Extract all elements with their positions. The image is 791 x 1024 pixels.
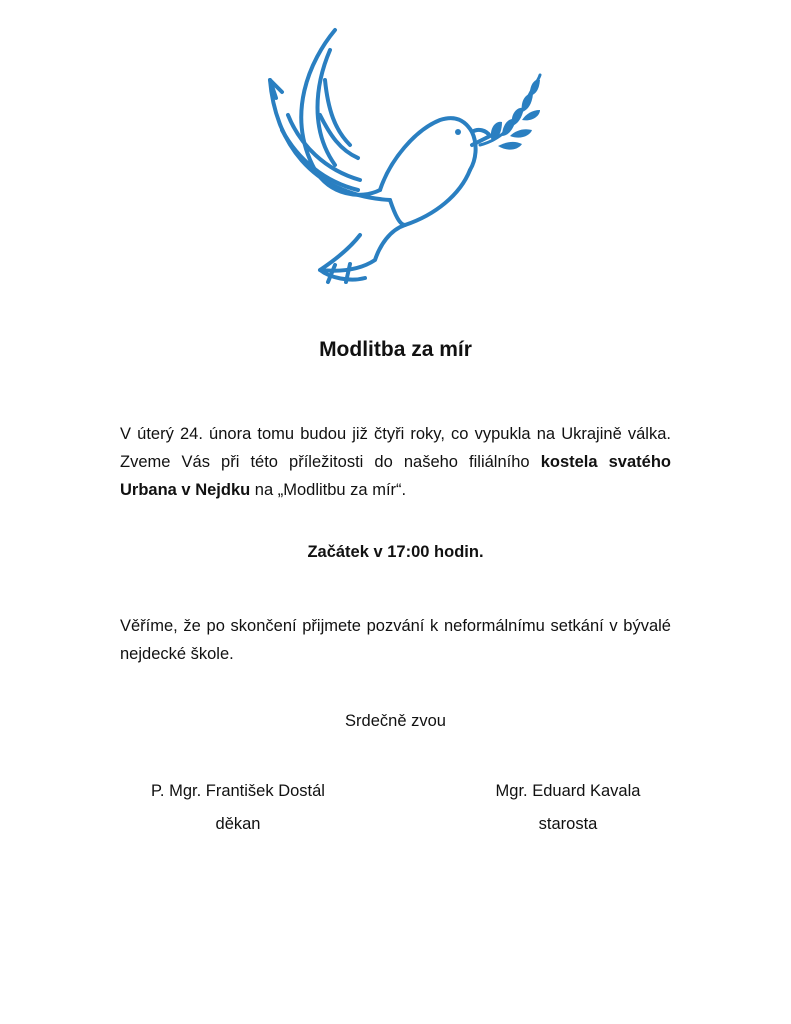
church-name: kostela svatého Urbana v Nejdku bbox=[120, 453, 671, 499]
signature-left bbox=[128, 782, 348, 834]
signature-role: starosta bbox=[538, 815, 598, 833]
signature-right bbox=[458, 782, 678, 834]
paragraph-text-end: na „Modlitbu za mír“. bbox=[250, 481, 407, 499]
start-time: Začátek v 17:00 hodin. bbox=[307, 543, 484, 561]
signature-name: Mgr. Eduard Kavala bbox=[495, 782, 641, 800]
invitation-paragraph bbox=[120, 420, 671, 504]
dove-with-olive-branch-icon bbox=[240, 20, 550, 290]
signature-name: P. Mgr. František Dostál bbox=[151, 782, 325, 800]
page-title: Modlitba za mír bbox=[319, 338, 472, 361]
paragraph-text: V úterý 24. února tomu budou již čtyři roky, co vypukla na Ukrajině válka. Zveme Vás při této příležitosti do našeho filiálního bbox=[120, 425, 671, 471]
invitation-line: Srdečně zvou bbox=[345, 712, 446, 730]
signature-role: děkan bbox=[215, 815, 261, 833]
meeting-paragraph: Věříme, že po skončení přijmete pozvání k neformálnímu setkání v bývalé nejdecké škole. bbox=[120, 617, 671, 663]
